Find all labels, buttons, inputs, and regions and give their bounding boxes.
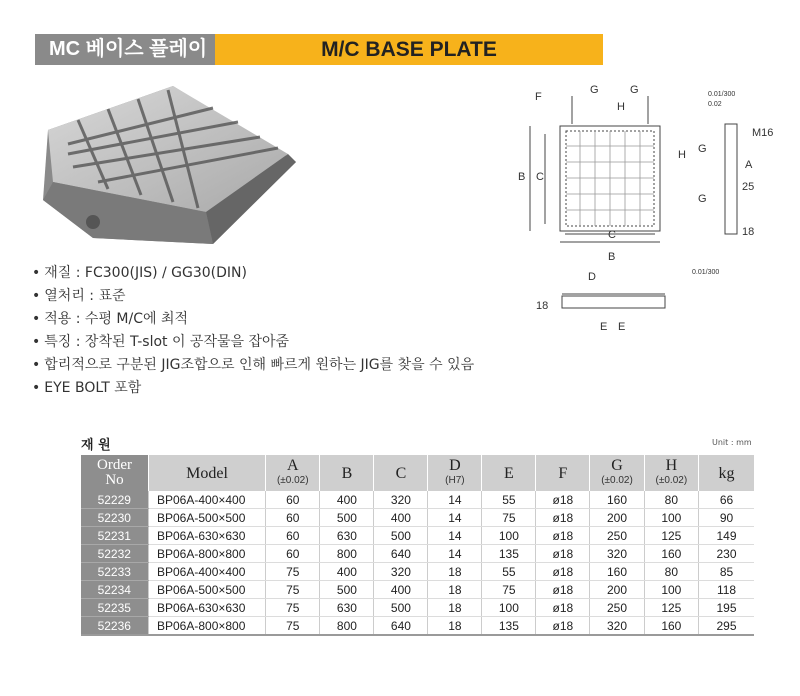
- table-cell: 55: [482, 563, 536, 581]
- column-header-g: G (±0.02): [590, 455, 644, 491]
- table-cell: 500: [320, 509, 374, 527]
- dim-label-h-right: H: [678, 149, 686, 161]
- table-row: [81, 581, 755, 599]
- table-cell: 18: [428, 581, 482, 599]
- table-cell: 195: [699, 599, 754, 617]
- table-cell: 320: [590, 545, 644, 563]
- column-header-f: F: [536, 455, 590, 491]
- table-cell: 160: [590, 563, 644, 581]
- table-cell: 500: [374, 527, 428, 545]
- column-header-h: H (±0.02): [644, 455, 698, 491]
- table-cell: ø18: [536, 527, 590, 545]
- table-cell: 125: [644, 599, 698, 617]
- table-cell: 320: [590, 617, 644, 636]
- table-cell: ø18: [536, 509, 590, 527]
- table-cell: BP06A-400×400: [149, 563, 266, 581]
- dim-label-18-right: 18: [742, 226, 755, 238]
- table-cell: BP06A-400×400: [149, 491, 266, 509]
- dim-label-e-2: E: [618, 321, 626, 333]
- table-cell: ø18: [536, 581, 590, 599]
- table-cell: 125: [644, 527, 698, 545]
- feature-item-application: • 적용 : 수평 M/C에 최적: [32, 311, 189, 327]
- dim-label-b-left: B: [518, 171, 526, 183]
- table-cell: 400: [374, 509, 428, 527]
- table-cell: ø18: [536, 545, 590, 563]
- column-header-kg: kg: [699, 455, 754, 491]
- column-header-model: Model: [149, 455, 266, 491]
- table-cell: BP06A-800×800: [149, 617, 266, 636]
- table-cell: 100: [644, 581, 698, 599]
- table-cell: 230: [699, 545, 754, 563]
- table-cell: 100: [644, 509, 698, 527]
- tolerance-parallel: 0.02: [708, 101, 722, 108]
- tolerance-perpendicular: 0.01/300: [692, 269, 720, 276]
- table-cell: 80: [644, 491, 698, 509]
- table-row: [81, 563, 755, 581]
- base-plate-photo: [38, 82, 300, 260]
- column-header-d: D (H7): [428, 455, 482, 491]
- table-cell: BP06A-630×630: [149, 599, 266, 617]
- feature-item-eye-bolt: • EYE BOLT 포함: [32, 380, 142, 396]
- table-cell: ø18: [536, 617, 590, 636]
- table-cell: 60: [266, 491, 320, 509]
- table-row: [81, 509, 755, 527]
- dim-label-g-top-2: G: [630, 84, 639, 96]
- table-cell: 640: [374, 617, 428, 636]
- table-cell: 14: [428, 509, 482, 527]
- table-cell: 640: [374, 545, 428, 563]
- table-cell: 400: [320, 491, 374, 509]
- feature-item-heat-treatment: • 열처리 : 표준: [32, 288, 126, 304]
- title-korean: MC 베이스 플레이트: [35, 34, 215, 65]
- table-cell: 75: [266, 617, 320, 636]
- table-cell: 52230: [81, 509, 149, 527]
- table-cell: 52232: [81, 545, 149, 563]
- table-cell: 18: [428, 599, 482, 617]
- table-cell: 400: [320, 563, 374, 581]
- column-header-order-no: Order No: [81, 455, 149, 491]
- table-cell: BP06A-500×500: [149, 581, 266, 599]
- table-cell: 100: [482, 527, 536, 545]
- table-row: [81, 491, 755, 509]
- dim-label-m16: M16: [752, 127, 774, 139]
- table-cell: 52236: [81, 617, 149, 636]
- table-cell: 60: [266, 545, 320, 563]
- dim-label-f: F: [535, 91, 542, 103]
- dim-label-c-bottom: C: [608, 229, 616, 241]
- table-cell: 400: [374, 581, 428, 599]
- table-cell: ø18: [536, 563, 590, 581]
- table-cell: 60: [266, 509, 320, 527]
- table-cell: BP06A-800×800: [149, 545, 266, 563]
- table-cell: 800: [320, 617, 374, 636]
- table-cell: 52234: [81, 581, 149, 599]
- table-cell: 52231: [81, 527, 149, 545]
- table-cell: 160: [590, 491, 644, 509]
- table-cell: 52235: [81, 599, 149, 617]
- dim-label-d: D: [588, 271, 596, 283]
- table-cell: 85: [699, 563, 754, 581]
- tolerance-flatness: 0.01/300: [708, 91, 736, 98]
- table-cell: 320: [374, 491, 428, 509]
- table-cell: 75: [482, 509, 536, 527]
- table-cell: 18: [428, 617, 482, 636]
- table-cell: ø18: [536, 599, 590, 617]
- spec-table-title: 재 원: [81, 438, 111, 453]
- table-cell: 160: [644, 545, 698, 563]
- column-header-a: A (±0.02): [266, 455, 320, 491]
- table-cell: 55: [482, 491, 536, 509]
- table-cell: 200: [590, 509, 644, 527]
- spec-table-header: [81, 455, 755, 491]
- dim-label-g-right-2: G: [698, 193, 707, 205]
- dim-label-h-top: H: [617, 101, 625, 113]
- table-cell: 75: [266, 581, 320, 599]
- table-cell: 75: [266, 599, 320, 617]
- dim-label-a-right: A: [745, 159, 753, 171]
- dim-label-18-bottom: 18: [536, 300, 549, 312]
- column-header-c: C: [374, 455, 428, 491]
- table-cell: 100: [482, 599, 536, 617]
- feature-item-jig: • 합리적으로 구분된 JIG조합으로 인해 빠르게 원하는 JIG를 찾을 수 있음: [32, 357, 475, 373]
- table-cell: BP06A-500×500: [149, 509, 266, 527]
- table-cell: 149: [699, 527, 754, 545]
- table-cell: 135: [482, 617, 536, 636]
- dim-label-c-left: C: [536, 171, 544, 183]
- table-cell: 90: [699, 509, 754, 527]
- table-cell: 160: [644, 617, 698, 636]
- table-cell: 800: [320, 545, 374, 563]
- dim-label-g-top-1: G: [590, 84, 599, 96]
- table-cell: ø18: [536, 491, 590, 509]
- table-cell: 250: [590, 527, 644, 545]
- table-cell: BP06A-630×630: [149, 527, 266, 545]
- table-cell: 500: [374, 599, 428, 617]
- dim-label-g-right-1: G: [698, 143, 707, 155]
- feature-item-material: • 재질 : FC300(JIS) / GG30(DIN): [32, 265, 247, 281]
- table-row: [81, 599, 755, 617]
- table-cell: 320: [374, 563, 428, 581]
- dim-label-e-1: E: [600, 321, 608, 333]
- title-english: M/C BASE PLATE: [215, 34, 603, 65]
- table-cell: 118: [699, 581, 754, 599]
- table-row: [81, 527, 755, 545]
- technical-drawing: [500, 84, 790, 346]
- table-row: [81, 617, 755, 636]
- table-cell: 250: [590, 599, 644, 617]
- feature-item-characteristic: • 특징 : 장착된 T-slot 이 공작물을 잡아줌: [32, 334, 290, 350]
- table-cell: 60: [266, 527, 320, 545]
- dim-label-25: 25: [742, 181, 755, 193]
- table-cell: 295: [699, 617, 754, 636]
- table-cell: 75: [266, 563, 320, 581]
- table-cell: 630: [320, 527, 374, 545]
- table-cell: 80: [644, 563, 698, 581]
- table-cell: 52229: [81, 491, 149, 509]
- column-header-e: E: [482, 455, 536, 491]
- table-row: [81, 545, 755, 563]
- table-cell: 18: [428, 563, 482, 581]
- table-cell: 14: [428, 527, 482, 545]
- table-cell: 200: [590, 581, 644, 599]
- table-cell: 14: [428, 491, 482, 509]
- unit-note: Unit : mm: [712, 438, 752, 447]
- table-cell: 500: [320, 581, 374, 599]
- table-cell: 75: [482, 581, 536, 599]
- dim-label-b-bottom: B: [608, 251, 616, 263]
- column-header-b: B: [320, 455, 374, 491]
- table-cell: 52233: [81, 563, 149, 581]
- table-cell: 14: [428, 545, 482, 563]
- table-cell: 630: [320, 599, 374, 617]
- table-cell: 66: [699, 491, 754, 509]
- spec-table: [80, 455, 754, 636]
- table-cell: 135: [482, 545, 536, 563]
